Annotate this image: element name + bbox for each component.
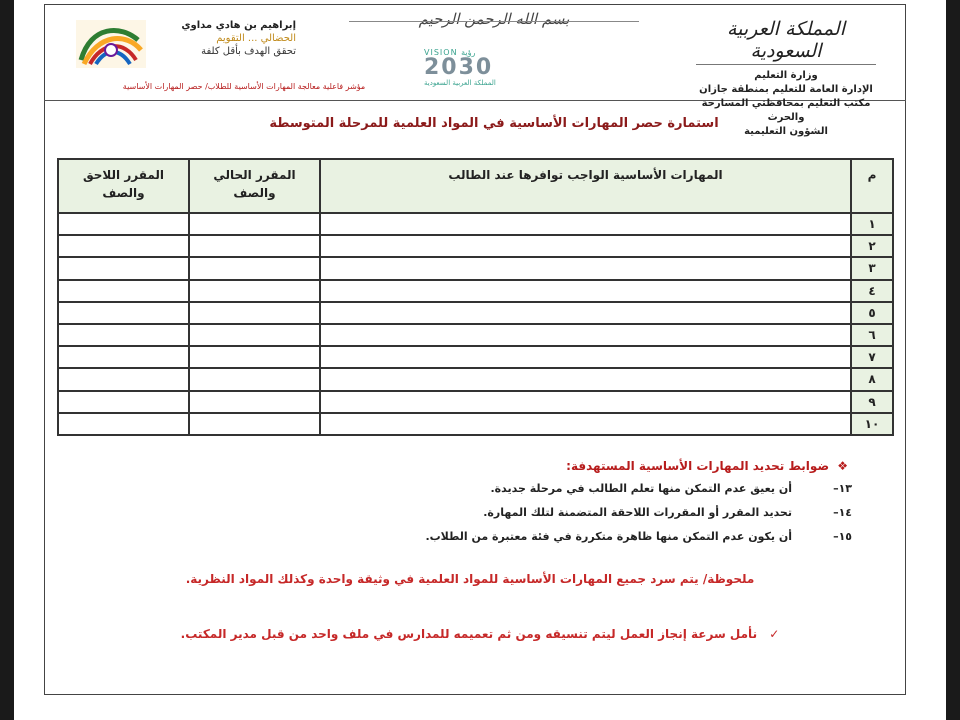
- program-name: إبراهيم بن هادي مداوي: [181, 20, 296, 31]
- next-course-cell[interactable]: [58, 368, 189, 390]
- item-number: ١٥–: [833, 530, 852, 543]
- table-row: [58, 391, 893, 413]
- next-course-cell[interactable]: [58, 346, 189, 368]
- next-course-cell[interactable]: [58, 413, 189, 435]
- current-course-cell[interactable]: [189, 368, 320, 390]
- guidelines-title-text: ضوابط تحديد المهارات الأساسية المستهدفة:: [566, 459, 830, 473]
- right-edge-shadow: [946, 0, 960, 720]
- next-course-cell[interactable]: [58, 280, 189, 302]
- header-text: والصف: [233, 186, 276, 200]
- table-row: [58, 235, 893, 257]
- skill-cell[interactable]: [320, 213, 851, 235]
- vision-2030-logo: [424, 48, 514, 88]
- guidelines-title: [566, 459, 848, 473]
- next-course-cell[interactable]: [58, 302, 189, 324]
- ministry-line: وزارة التعليم: [754, 70, 818, 81]
- diamond-bullet-icon: ❖: [837, 459, 848, 473]
- header-text: والصف: [102, 186, 145, 200]
- skill-cell[interactable]: [320, 257, 851, 279]
- vision-subtitle: المملكة العربية السعودية: [424, 79, 496, 87]
- item-text: أن يعيق عدم التمكن منها تعلم الطالب في مرحلة جديدة.: [490, 482, 792, 495]
- form-title: استمارة حصر المهارات الأساسية في المواد العلمية للمرحلة المتوسطة: [269, 116, 719, 131]
- skill-cell[interactable]: [320, 280, 851, 302]
- skill-cell[interactable]: [320, 413, 851, 435]
- current-course-cell[interactable]: [189, 413, 320, 435]
- row-number: ٦: [851, 324, 893, 346]
- current-course-cell[interactable]: [189, 391, 320, 413]
- current-course-cell[interactable]: [189, 257, 320, 279]
- row-number: ١: [851, 213, 893, 235]
- table-row: [58, 213, 893, 235]
- vision-year: 2030: [424, 55, 494, 80]
- table-row: [58, 413, 893, 435]
- basmala-underline: [349, 21, 639, 22]
- next-course-cell[interactable]: [58, 391, 189, 413]
- table-row: [58, 280, 893, 302]
- header-text: المهارات الأساسية الواجب توافرها عند الطالب: [448, 168, 723, 182]
- checkmark-icon: ✓: [769, 627, 780, 641]
- current-course-cell[interactable]: [189, 324, 320, 346]
- list-item: [212, 530, 852, 554]
- program-slogan: تحقق الهدف بأقل كلفة: [201, 46, 296, 57]
- program-texts: [146, 20, 296, 57]
- row-number: ١٠: [851, 413, 893, 435]
- ministry-line: الشؤون التعليمية: [744, 126, 828, 137]
- item-number: ١٣–: [833, 482, 852, 495]
- row-number: ٣: [851, 257, 893, 279]
- current-course-cell[interactable]: [189, 302, 320, 324]
- current-course-cell[interactable]: [189, 213, 320, 235]
- note-text: ملحوظة/ يتم سرد جميع المهارات الأساسية للمواد العلمية في وثيقة واحدة وكذلك المواد النظرية.: [185, 572, 755, 586]
- skill-cell[interactable]: [320, 368, 851, 390]
- next-course-cell[interactable]: [58, 213, 189, 235]
- skill-cell[interactable]: [320, 391, 851, 413]
- table-row: [58, 302, 893, 324]
- row-number: ٥: [851, 302, 893, 324]
- row-number: ٩: [851, 391, 893, 413]
- kingdom-calligraphy-logo: المملكة العربية السعودية: [696, 18, 876, 65]
- current-course-cell[interactable]: [189, 346, 320, 368]
- next-course-cell[interactable]: [58, 324, 189, 346]
- row-number: ٨: [851, 368, 893, 390]
- header-text: المقرر الحالي: [213, 168, 296, 182]
- table-row: [58, 346, 893, 368]
- item-text: أن يكون عدم التمكن منها ظاهرة متكررة في فئة معتبرة من الطلاب.: [425, 530, 792, 543]
- next-course-cell[interactable]: [58, 235, 189, 257]
- indicator-caption: مؤشر فاعلية معالجة المهارات الأساسية للطلاب/ حصر المهارات الأساسية: [122, 82, 366, 91]
- header-text: المقرر اللاحق: [82, 168, 165, 182]
- ministry-line: الإدارة العامة للتعليم بمنطقة جازان: [699, 84, 873, 95]
- table-row: [58, 368, 893, 390]
- item-text: تحديد المقرر أو المقررات اللاحقة المتضمنة لتلك المهارة.: [483, 506, 792, 519]
- column-header-current-course: [189, 159, 320, 213]
- row-number: ٤: [851, 280, 893, 302]
- basmala-calligraphy: بسم الله الرحمن الرحيم: [418, 10, 570, 28]
- column-header-number: [851, 159, 893, 213]
- ministry-line: مكتب التعليم بمحافظتي المسارحة والحرث: [701, 98, 871, 123]
- column-header-next-course: [58, 159, 189, 213]
- guidelines-list: [212, 482, 852, 554]
- current-course-cell[interactable]: [189, 280, 320, 302]
- final-request-text: نأمل سرعة إنجاز العمل ليتم تنسيقه ومن ثم تعميمه للمدارس في ملف واحد من قبل مدير المكتب.: [180, 627, 758, 641]
- list-item: [212, 482, 852, 506]
- item-number: ١٤–: [833, 506, 852, 519]
- final-request: [130, 627, 830, 641]
- table-row: [58, 324, 893, 346]
- skill-cell[interactable]: [320, 346, 851, 368]
- skills-table-wrap: [57, 158, 892, 447]
- row-number: ٢: [851, 235, 893, 257]
- program-logo: [76, 20, 296, 76]
- next-course-cell[interactable]: [58, 257, 189, 279]
- current-course-cell[interactable]: [189, 235, 320, 257]
- row-number: ٧: [851, 346, 893, 368]
- table-row: [58, 257, 893, 279]
- skill-cell[interactable]: [320, 302, 851, 324]
- swirl-logo-icon: [76, 20, 146, 68]
- skill-cell[interactable]: [320, 235, 851, 257]
- left-edge-shadow: [0, 0, 14, 720]
- table-header-row: [58, 159, 893, 213]
- vision-label: VISION رؤية: [424, 48, 476, 57]
- skills-table: [57, 158, 894, 436]
- list-item: [212, 506, 852, 530]
- column-header-skills: [320, 159, 851, 213]
- program-slogan: الحضالي ... التقويم: [216, 33, 296, 44]
- skill-cell[interactable]: [320, 324, 851, 346]
- header-text: م: [867, 168, 877, 182]
